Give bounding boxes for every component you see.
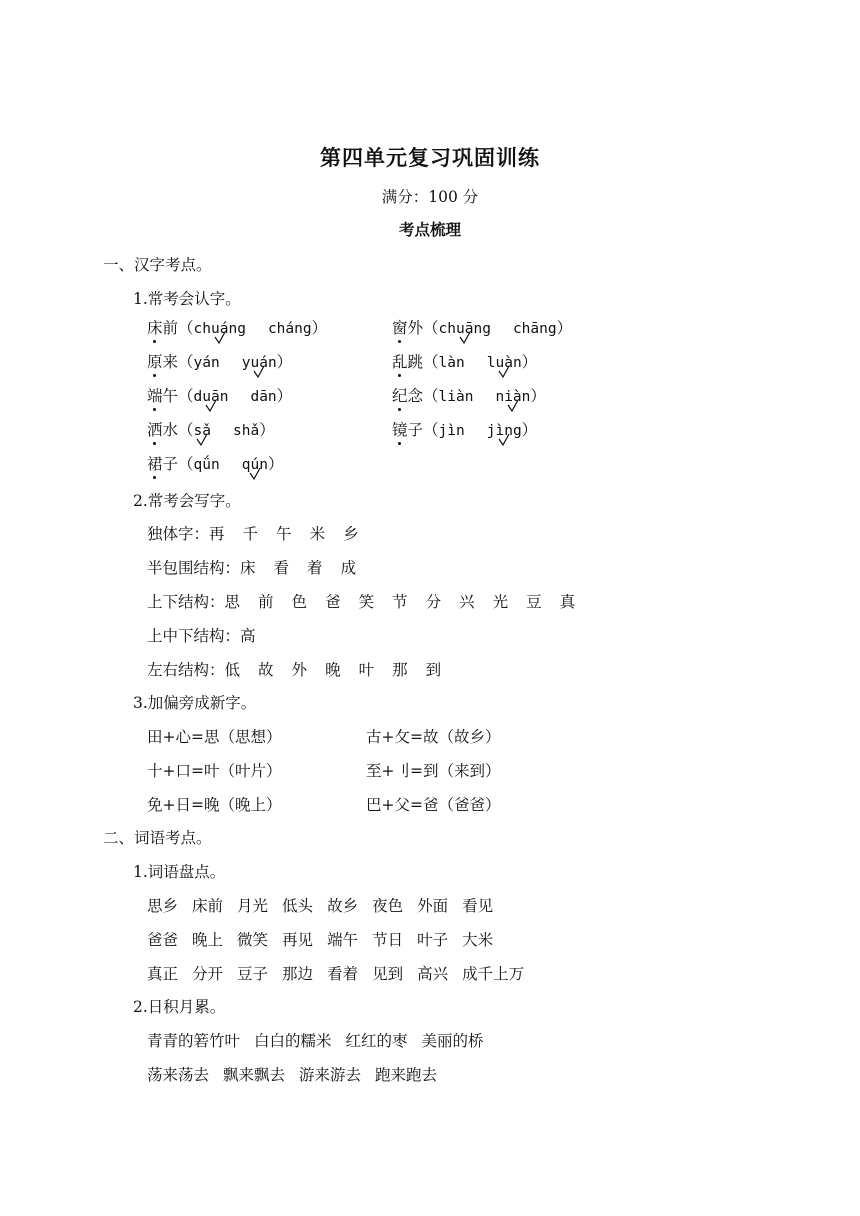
- pinyin-text: chuáng: [193, 321, 246, 337]
- phrase: 红红的枣: [345, 1032, 408, 1050]
- open-paren: （: [178, 455, 194, 473]
- pinyin-option-2: [268, 319, 312, 339]
- word: 成千上万: [462, 965, 525, 983]
- word: 再见: [282, 931, 314, 949]
- pinyin-text: niàn: [495, 389, 531, 405]
- character: 那: [392, 661, 408, 679]
- pinyin-text: dān: [250, 389, 277, 405]
- subheading: 考点梳理: [398, 220, 461, 239]
- word: 低头: [282, 897, 314, 915]
- character: 兴: [459, 593, 475, 611]
- word: 床前: [192, 897, 224, 915]
- character: 高: [240, 627, 256, 645]
- character: 子: [162, 455, 179, 473]
- word: 外面: [417, 897, 449, 915]
- pinyin-option-1: [194, 353, 220, 373]
- part-1-1-heading: 1.常考会认字。: [133, 290, 241, 308]
- structure-label: 半包围结构：: [147, 559, 241, 577]
- word: 思乡: [147, 897, 179, 915]
- close-paren: ）: [311, 319, 328, 337]
- dotted-character: 原: [147, 353, 163, 371]
- character: 故: [258, 661, 274, 679]
- checkmark-icon: [497, 433, 511, 447]
- character: 低: [224, 661, 241, 679]
- word: 那边: [282, 965, 314, 983]
- character: 节: [392, 593, 408, 611]
- pinyin-text: yán: [193, 355, 220, 371]
- pinyin-item: [392, 318, 572, 339]
- dotted-character: 端: [147, 387, 163, 405]
- character: 前: [162, 319, 179, 337]
- character: 分: [425, 593, 442, 611]
- character: 色: [291, 593, 308, 611]
- character: 笑: [358, 593, 375, 611]
- pinyin-option-2: [487, 353, 522, 373]
- pinyin-item: [147, 454, 283, 475]
- pinyin-item: [147, 420, 275, 441]
- section-2-heading: 二、词语考点。: [103, 829, 212, 847]
- word: 大米: [462, 931, 494, 949]
- word: 夜色: [372, 897, 404, 915]
- character: 念: [407, 387, 424, 405]
- phrase-row: [147, 1065, 451, 1085]
- pinyin-item: [147, 352, 292, 373]
- pinyin-text: qǘn: [193, 457, 220, 473]
- dotted-character: 窗: [392, 319, 408, 337]
- structure-row: [147, 592, 593, 612]
- pinyin-option-2: [233, 421, 259, 441]
- character: 床: [240, 559, 256, 577]
- open-paren: （: [423, 353, 439, 371]
- structure-row: [147, 660, 459, 680]
- pinyin-option-2: [513, 319, 557, 339]
- pinyin-item: [392, 352, 537, 373]
- character: 跳: [407, 353, 424, 371]
- word: 豆子: [237, 965, 269, 983]
- part-1-3-heading: 3.加偏旁成新字。: [133, 694, 257, 712]
- checkmark-icon: [213, 331, 227, 345]
- phrase: 美丽的桥: [421, 1032, 484, 1050]
- word-row: [147, 896, 507, 916]
- pinyin-option-1: [194, 455, 220, 475]
- character: 思: [224, 593, 241, 611]
- checkmark-icon: [248, 467, 262, 481]
- pinyin-text: cháng: [267, 321, 312, 337]
- part-2-1-heading: 1.词语盘点。: [133, 863, 226, 881]
- character: 外: [291, 661, 308, 679]
- pinyin-option-1: [439, 387, 474, 407]
- open-paren: （: [178, 353, 194, 371]
- pinyin-item: [147, 318, 327, 339]
- checkmark-icon: [458, 331, 472, 345]
- phrase: 跑来跑去: [375, 1066, 438, 1084]
- pinyin-text: sǎ: [193, 423, 212, 439]
- close-paren: ）: [276, 387, 293, 405]
- dotted-character: 床: [147, 319, 163, 337]
- dotted-character: 裙: [147, 455, 163, 473]
- phrase: 飘来飘去: [223, 1066, 286, 1084]
- dotted-character: 纪: [392, 387, 408, 405]
- close-paren: ）: [521, 353, 538, 371]
- pinyin-option-1: [194, 421, 211, 441]
- pinyin-text: chāng: [512, 321, 557, 337]
- structure-label: 左右结构：: [147, 661, 225, 679]
- pinyin-item: [392, 386, 546, 407]
- pinyin-text: jìng: [486, 423, 522, 439]
- character: 叶: [358, 661, 375, 679]
- pinyin-text: làn: [438, 355, 465, 371]
- word: 看着: [327, 965, 359, 983]
- pinyin-text: yuán: [241, 355, 277, 371]
- dotted-character: 乱: [392, 353, 408, 371]
- character: 千: [242, 525, 259, 543]
- character: 乡: [343, 525, 359, 543]
- word: 见到: [372, 965, 404, 983]
- pinyin-option-1: [439, 353, 465, 373]
- pinyin-option-1: [439, 319, 491, 339]
- pinyin-option-2: [495, 387, 530, 407]
- open-paren: （: [178, 421, 194, 439]
- close-paren: ）: [530, 387, 546, 405]
- pinyin-item: [147, 386, 292, 407]
- word: 真正: [147, 965, 179, 983]
- pinyin-option-1: [194, 387, 229, 407]
- word: 叶子: [417, 931, 449, 949]
- page-title: 第四单元复习巩固训练: [320, 145, 540, 170]
- phrase: 白白的糯米: [254, 1032, 332, 1050]
- structure-label: 上中下结构：: [147, 627, 241, 645]
- word-row: [147, 930, 507, 950]
- radical-item: 古+攵=故（故乡）: [366, 728, 501, 746]
- close-paren: ）: [267, 455, 284, 473]
- section-1-heading: 一、汉字考点。: [103, 256, 212, 274]
- phrase: 荡来荡去: [147, 1066, 210, 1084]
- word-row: [147, 964, 538, 984]
- character: 午: [162, 387, 179, 405]
- word: 分开: [192, 965, 224, 983]
- structure-row: [147, 626, 274, 646]
- word: 微笑: [237, 931, 269, 949]
- character: 米: [309, 525, 326, 543]
- character: 着: [307, 559, 323, 577]
- full-score: 满分：100 分: [381, 188, 479, 206]
- pinyin-text: liàn: [438, 389, 474, 405]
- phrase: 青青的箬竹叶: [147, 1032, 241, 1050]
- checkmark-icon: [204, 399, 218, 413]
- open-paren: （: [423, 319, 439, 337]
- dotted-character: 洒: [147, 421, 163, 439]
- word: 月光: [237, 897, 269, 915]
- character: 到: [425, 661, 442, 679]
- checkmark-icon: [252, 365, 266, 379]
- character: 豆: [526, 593, 542, 611]
- pinyin-item: [392, 420, 537, 441]
- word: 晚上: [192, 931, 224, 949]
- character: 午: [276, 525, 292, 543]
- pinyin-option-1: [194, 319, 246, 339]
- character: 光: [492, 593, 509, 611]
- character: 子: [407, 421, 424, 439]
- pinyin-text: luàn: [486, 355, 522, 371]
- radical-item: 巴+父=爸（爸爸）: [366, 796, 501, 814]
- part-2-2-heading: 2.日积月累。: [133, 998, 226, 1016]
- word: 看见: [462, 897, 494, 915]
- pinyin-text: chuāng: [438, 321, 491, 337]
- radical-item: 田+心=思（思想）: [147, 728, 282, 746]
- character: 水: [162, 421, 179, 439]
- pinyin-option-2: [242, 353, 277, 373]
- close-paren: ）: [276, 353, 293, 371]
- pinyin-option-2: [242, 455, 268, 475]
- pinyin-text: jìn: [438, 423, 465, 439]
- pinyin-option-2: [250, 387, 276, 407]
- character: 爸: [325, 593, 341, 611]
- character: 再: [209, 525, 225, 543]
- radical-item: 至+刂=到（来到）: [366, 762, 501, 780]
- pinyin-text: duān: [193, 389, 229, 405]
- close-paren: ）: [556, 319, 573, 337]
- character: 真: [559, 593, 576, 611]
- checkmark-icon: [506, 399, 520, 413]
- character: 前: [258, 593, 274, 611]
- structure-row: [147, 524, 377, 544]
- character: 成: [340, 559, 357, 577]
- open-paren: （: [423, 421, 439, 439]
- word: 爸爸: [147, 931, 179, 949]
- phrase-row: [147, 1031, 498, 1051]
- pinyin-option-1: [439, 421, 465, 441]
- character: 晚: [325, 661, 341, 679]
- pinyin-text: shǎ: [233, 423, 260, 439]
- word: 端午: [327, 931, 359, 949]
- radical-item: 十+口=叶（叶片）: [147, 762, 282, 780]
- word: 节日: [372, 931, 404, 949]
- open-paren: （: [178, 387, 194, 405]
- word: 高兴: [417, 965, 449, 983]
- structure-label: 上下结构：: [147, 593, 225, 611]
- radical-item: 免+日=晚（晚上）: [147, 796, 282, 814]
- dotted-character: 镜: [392, 421, 408, 439]
- structure-row: [147, 558, 374, 578]
- close-paren: ）: [259, 421, 275, 439]
- character: 看: [273, 559, 290, 577]
- character: 外: [407, 319, 424, 337]
- open-paren: （: [178, 319, 194, 337]
- part-1-2-heading: 2.常考会写字。: [133, 492, 241, 510]
- structure-label: 独体字：: [147, 525, 210, 543]
- close-paren: ）: [521, 421, 538, 439]
- pinyin-text: qún: [241, 457, 268, 473]
- checkmark-icon: [195, 433, 209, 447]
- checkmark-icon: [497, 365, 511, 379]
- phrase: 游来游去: [299, 1066, 362, 1084]
- open-paren: （: [423, 387, 439, 405]
- character: 来: [162, 353, 179, 371]
- word: 故乡: [327, 897, 359, 915]
- pinyin-option-2: [487, 421, 522, 441]
